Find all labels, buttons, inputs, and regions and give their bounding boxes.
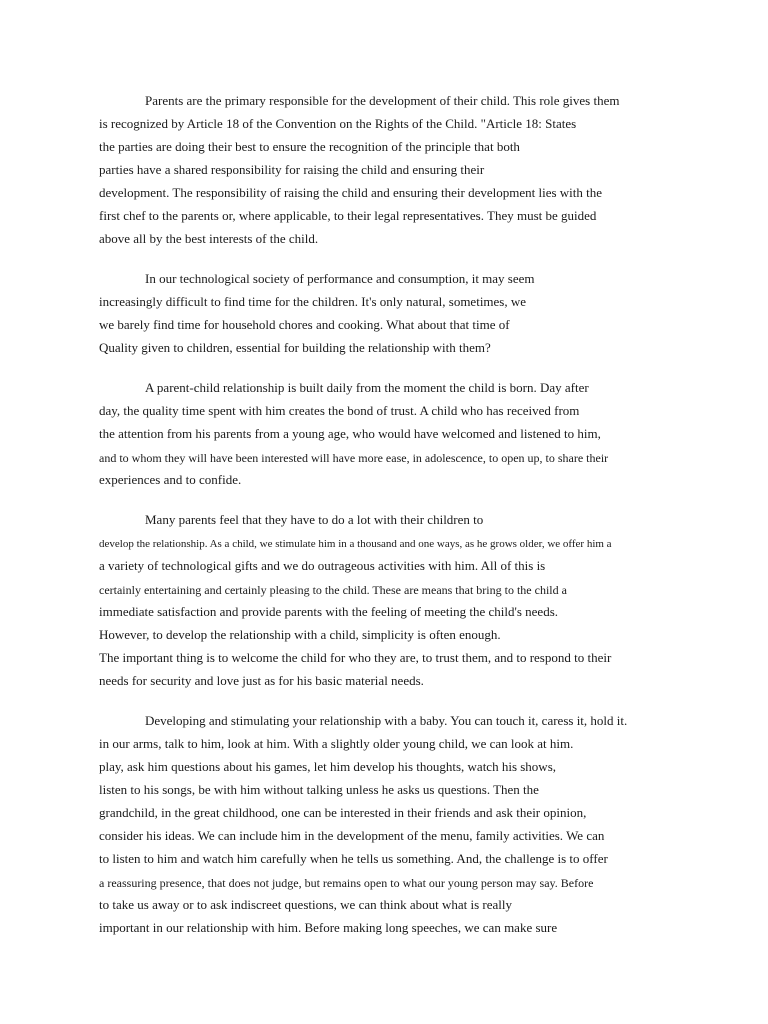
text-line: and to whom they will have been interested will have more ease, in adolescence, to open up, to share their <box>99 451 609 465</box>
text-line: the parties are doing their best to ensure the recognition of the principle that both <box>99 139 520 154</box>
text-line: A parent-child relationship is built daily from the moment the child is born. Day after <box>145 380 589 395</box>
text-line: consider his ideas. We can include him in the development of the menu, family activities. We can <box>99 828 605 843</box>
text-line: experiences and to confide. <box>99 472 242 487</box>
text-line: In our technological society of performance and consumption, it may seem <box>145 271 535 286</box>
text-line: development. The responsibility of raising the child and ensuring their development lies with the <box>99 185 603 200</box>
text-line: Many parents feel that they have to do a lot with their children to <box>145 512 484 527</box>
text-line: in our arms, talk to him, look at him. With a slightly older young child, we can look at him. <box>99 736 574 751</box>
text-line: needs for security and love just as for his basic material needs. <box>99 673 424 688</box>
text-line: the attention from his parents from a young age, who would have welcomed and listened to him, <box>99 426 601 441</box>
text-line: Parents are the primary responsible for the development of their child. This role gives them <box>145 93 620 108</box>
text-line: Quality given to children, essential for building the relationship with them? <box>99 340 491 355</box>
text-line: a reassuring presence, that does not judge, but remains open to what our young person may say. Before <box>99 876 594 890</box>
text-line: to take us away or to ask indiscreet questions, we can think about what is really <box>99 897 513 912</box>
text-line: above all by the best interests of the child. <box>99 231 319 246</box>
text-line: However, to develop the relationship with a child, simplicity is often enough. <box>99 627 501 642</box>
text-line: grandchild, in the great childhood, one can be interested in their friends and ask their opinion, <box>99 805 587 820</box>
text-line: increasingly difficult to find time for the children. It's only natural, sometimes, we <box>99 294 527 309</box>
text-line: immediate satisfaction and provide parents with the feeling of meeting the child's needs. <box>99 604 559 619</box>
text-line: to listen to him and watch him carefully when he tells us something. And, the challenge is to offer <box>99 851 608 866</box>
text-line: play, ask him questions about his games, let him develop his thoughts, watch his shows, <box>99 759 557 774</box>
text-line: we barely find time for household chores and cooking. What about that time of <box>99 317 510 332</box>
text-line: a variety of technological gifts and we do outrageous activities with him. All of this is <box>99 558 546 573</box>
text-line: parties have a shared responsibility for raising the child and ensuring their <box>99 162 485 177</box>
text-line: The important thing is to welcome the child for who they are, to trust them, and to respond to their <box>99 650 612 665</box>
text-line: develop the relationship. As a child, we stimulate him in a thousand and one ways, as he grows older, we offer him a <box>99 538 612 550</box>
text-line: is recognized by Article 18 of the Convention on the Rights of the Child. "Article 18: States <box>99 116 577 131</box>
text-line: day, the quality time spent with him creates the bond of trust. A child who has received from <box>99 403 580 418</box>
text-line: certainly entertaining and certainly pleasing to the child. These are means that bring to the child a <box>99 583 567 597</box>
text-line: Developing and stimulating your relationship with a baby. You can touch it, caress it, hold it. <box>145 713 628 728</box>
text-line: important in our relationship with him. Before making long speeches, we can make sure <box>99 920 558 935</box>
text-line: first chef to the parents or, where applicable, to their legal representatives. They must be guided <box>99 208 597 223</box>
text-line: listen to his songs, be with him without talking unless he asks us questions. Then the <box>99 782 539 797</box>
